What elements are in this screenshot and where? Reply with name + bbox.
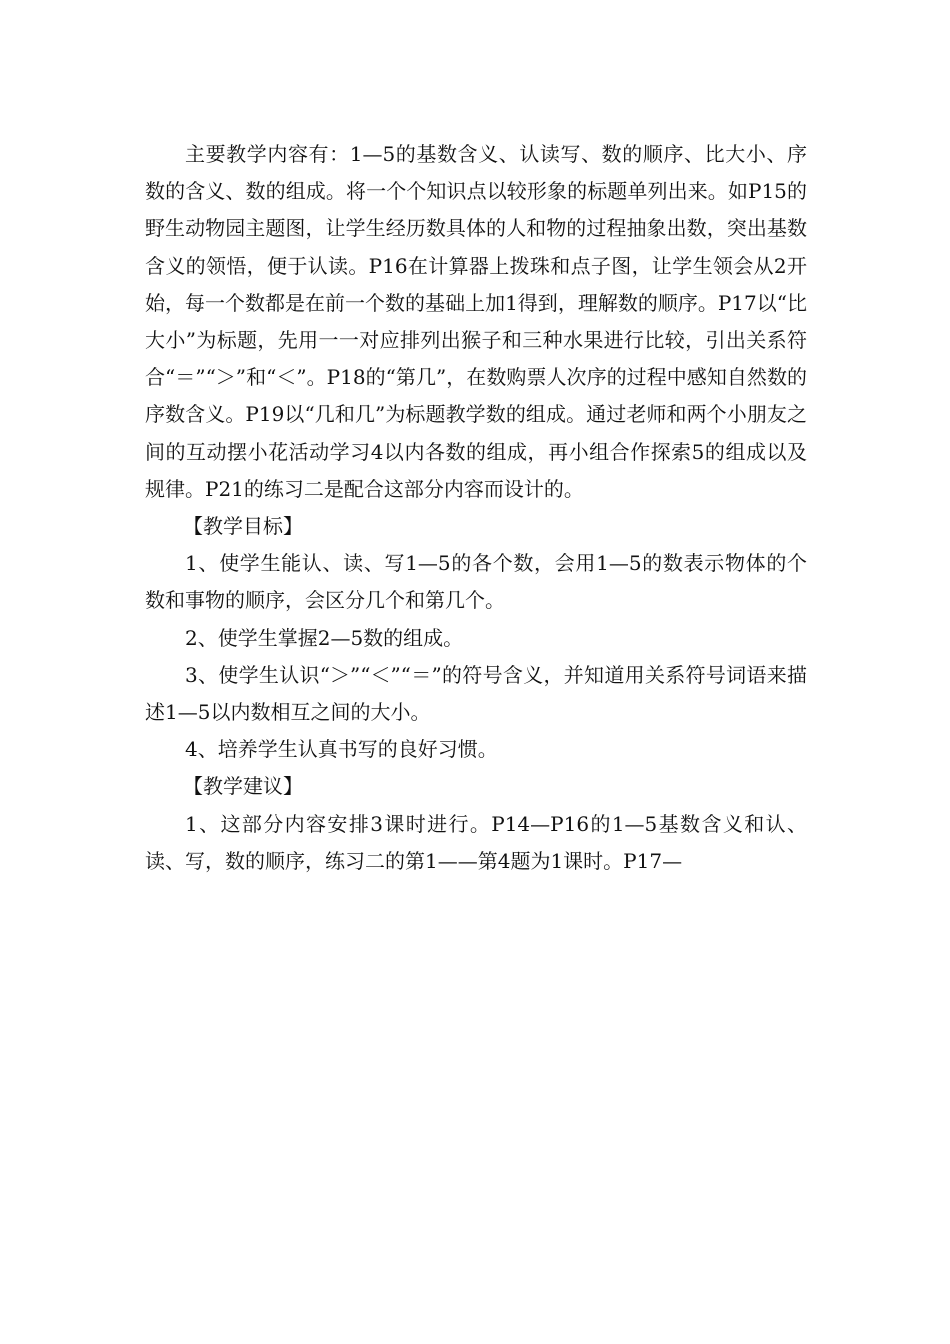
suggestion-item-1: 1、这部分内容安排3课时进行。P14—P16的1—5基数含义和认、读、写，数的顺序，练习二的第1——第4题为1课时。P17— — [145, 811, 807, 873]
goals-heading: 【教学目标】 — [183, 514, 303, 539]
goal-item-1: 1、使学生能认、读、写1—5的各个数，会用1—5的数表示物体的个数和事物的顺序，会区分几个和第几个。 — [145, 551, 807, 613]
goal-item-3: 3、使学生认识“＞”“＜”“＝”的符号含义，并知道用关系符号词语来描述1—5以内数相互之间的大小。 — [145, 662, 807, 725]
suggestions-heading: 【教学建议】 — [183, 774, 303, 799]
goal-item-4: 4、培养学生认真书写的良好习惯。 — [185, 737, 498, 762]
intro-paragraph: 主要教学内容有：1—5的基数含义、认读写、数的顺序、比大小、序数的含义、数的组成。将一个个知识点以较形象的标题单列出来。如P15的野生动物园主题图，让学生经历数具体的人和物的过程抽象出数，突出基数含义的领悟，便于认读。P16在计算器上拨珠和点子图，让学生领会从2开始，每一个数都是在前一个数的基础上加1得到，理解数的顺序。P17以“比大小”为标题，先用一一对应排列出猴子和三种水果进行比较，引出关系符合“＝”“＞”和“＜”。P18的“第几”，在数购票人次序的过程中感知自然数的序数含义。P19以“几和几”为标题教学数的组成。通过老师和两个小朋友之间的互动摆小花活动学习4以内各数的组成，再小组合作探索5的组成以及规律。P21的练习二是配合这部分内容而设计的。 — [145, 142, 807, 501]
goal-item-2: 2、使学生掌握2—5数的组成。 — [185, 625, 464, 650]
document-page — [145, 136, 807, 880]
